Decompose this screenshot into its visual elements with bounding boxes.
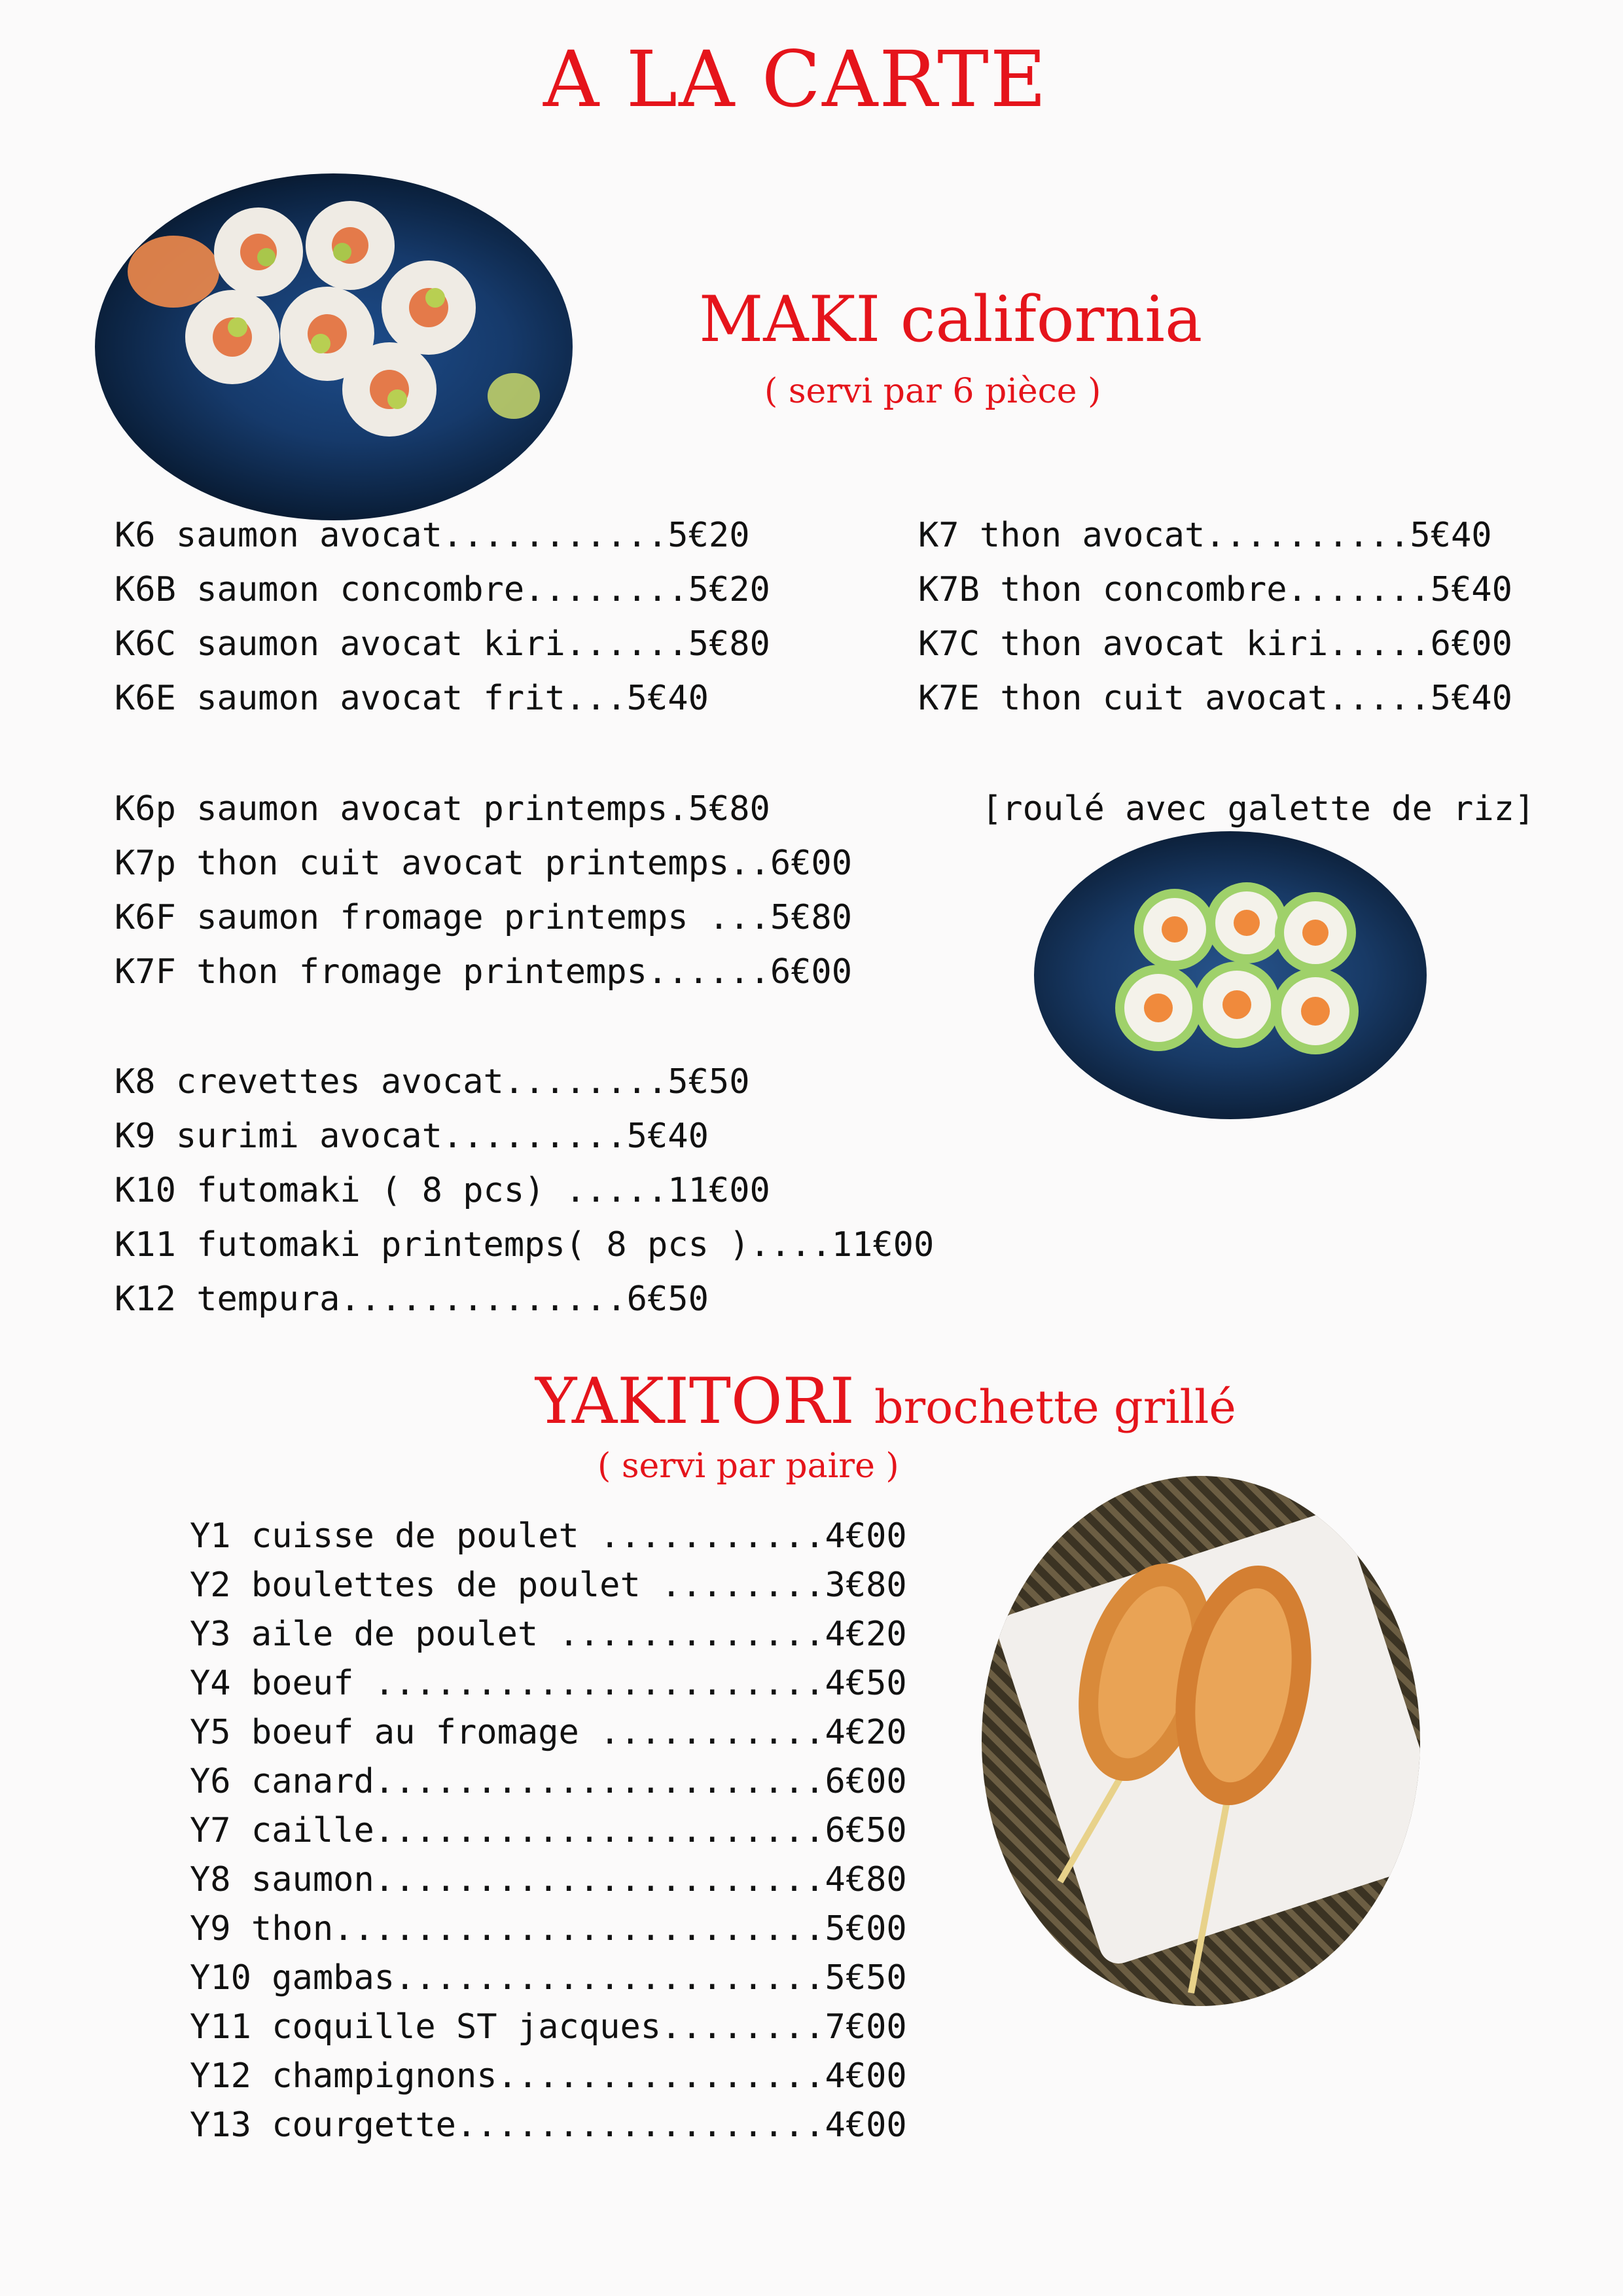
list-item: K6B saumon concombre........5€20 — [115, 570, 770, 609]
printemps-roll-photo — [1034, 831, 1427, 1119]
maki-other-list — [115, 1055, 934, 1327]
maki-printemps-list — [115, 782, 852, 999]
list-item: K6E saumon avocat frit...5€40 — [115, 679, 709, 718]
list-item: K7E thon cuit avocat.....5€40 — [918, 679, 1512, 718]
printemps-note: [roulé avec galette de riz] — [982, 789, 1535, 829]
list-item: K7 thon avocat..........5€40 — [918, 516, 1492, 555]
list-item: K6 saumon avocat...........5€20 — [115, 516, 750, 555]
list-item: K11 futomaki printemps( 8 pcs )....11€00 — [115, 1225, 935, 1265]
list-item: Y4 boeuf ......................4€50 — [190, 1664, 907, 1703]
list-item: Y10 gambas.....................5€50 — [190, 1958, 907, 1998]
yakitori-photo — [982, 1476, 1420, 2006]
list-item: K10 futomaki ( 8 pcs) .....11€00 — [115, 1171, 770, 1210]
list-item: Y7 caille......................6€50 — [190, 1811, 907, 1850]
list-item: Y9 thon........................5€00 — [190, 1909, 907, 1948]
list-item: K7F thon fromage printemps......6€00 — [115, 952, 853, 992]
yakitori-section-subtitle: ( servi par paire ) — [597, 1446, 899, 1486]
list-item: Y2 boulettes de poulet ........3€80 — [190, 1566, 907, 1605]
list-item: K12 tempura..............6€50 — [115, 1280, 709, 1319]
list-item: Y11 coquille ST jacques........7€00 — [190, 2007, 907, 2047]
maki-right-list — [918, 509, 1512, 726]
list-item: Y12 champignons................4€00 — [190, 2056, 907, 2096]
yakitori-section-title — [535, 1365, 1236, 1438]
list-item: K9 surimi avocat.........5€40 — [115, 1117, 709, 1156]
maki-section-subtitle: ( servi par 6 pièce ) — [764, 372, 1101, 411]
yakitori-title-small: brochette grillé — [874, 1380, 1236, 1434]
list-item: K6p saumon avocat printemps.5€80 — [115, 789, 770, 829]
maki-california-photo — [95, 173, 573, 520]
yakitori-title: YAKITORI — [535, 1365, 855, 1438]
yakitori-list — [190, 1512, 907, 2150]
list-item: Y8 saumon......................4€80 — [190, 1860, 907, 1899]
list-item: K7C thon avocat kiri.....6€00 — [918, 624, 1512, 664]
list-item: K6C saumon avocat kiri......5€80 — [115, 624, 770, 664]
list-item: K7p thon cuit avocat printemps..6€00 — [115, 844, 853, 883]
list-item: Y3 aile de poulet .............4€20 — [190, 1615, 907, 1654]
list-item: K7B thon concombre.......5€40 — [918, 570, 1512, 609]
list-item: K6F saumon fromage printemps ...5€80 — [115, 898, 853, 937]
list-item: K8 crevettes avocat........5€50 — [115, 1062, 750, 1102]
maki-left-list — [115, 509, 770, 726]
page-title: A LA CARTE — [543, 34, 1048, 124]
list-item: Y5 boeuf au fromage ...........4€20 — [190, 1713, 907, 1752]
list-item: Y1 cuisse de poulet ...........4€00 — [190, 1516, 907, 1556]
list-item: Y13 courgette..................4€00 — [190, 2106, 907, 2145]
list-item: Y6 canard......................6€00 — [190, 1762, 907, 1801]
maki-section-title: MAKI california — [699, 283, 1203, 356]
